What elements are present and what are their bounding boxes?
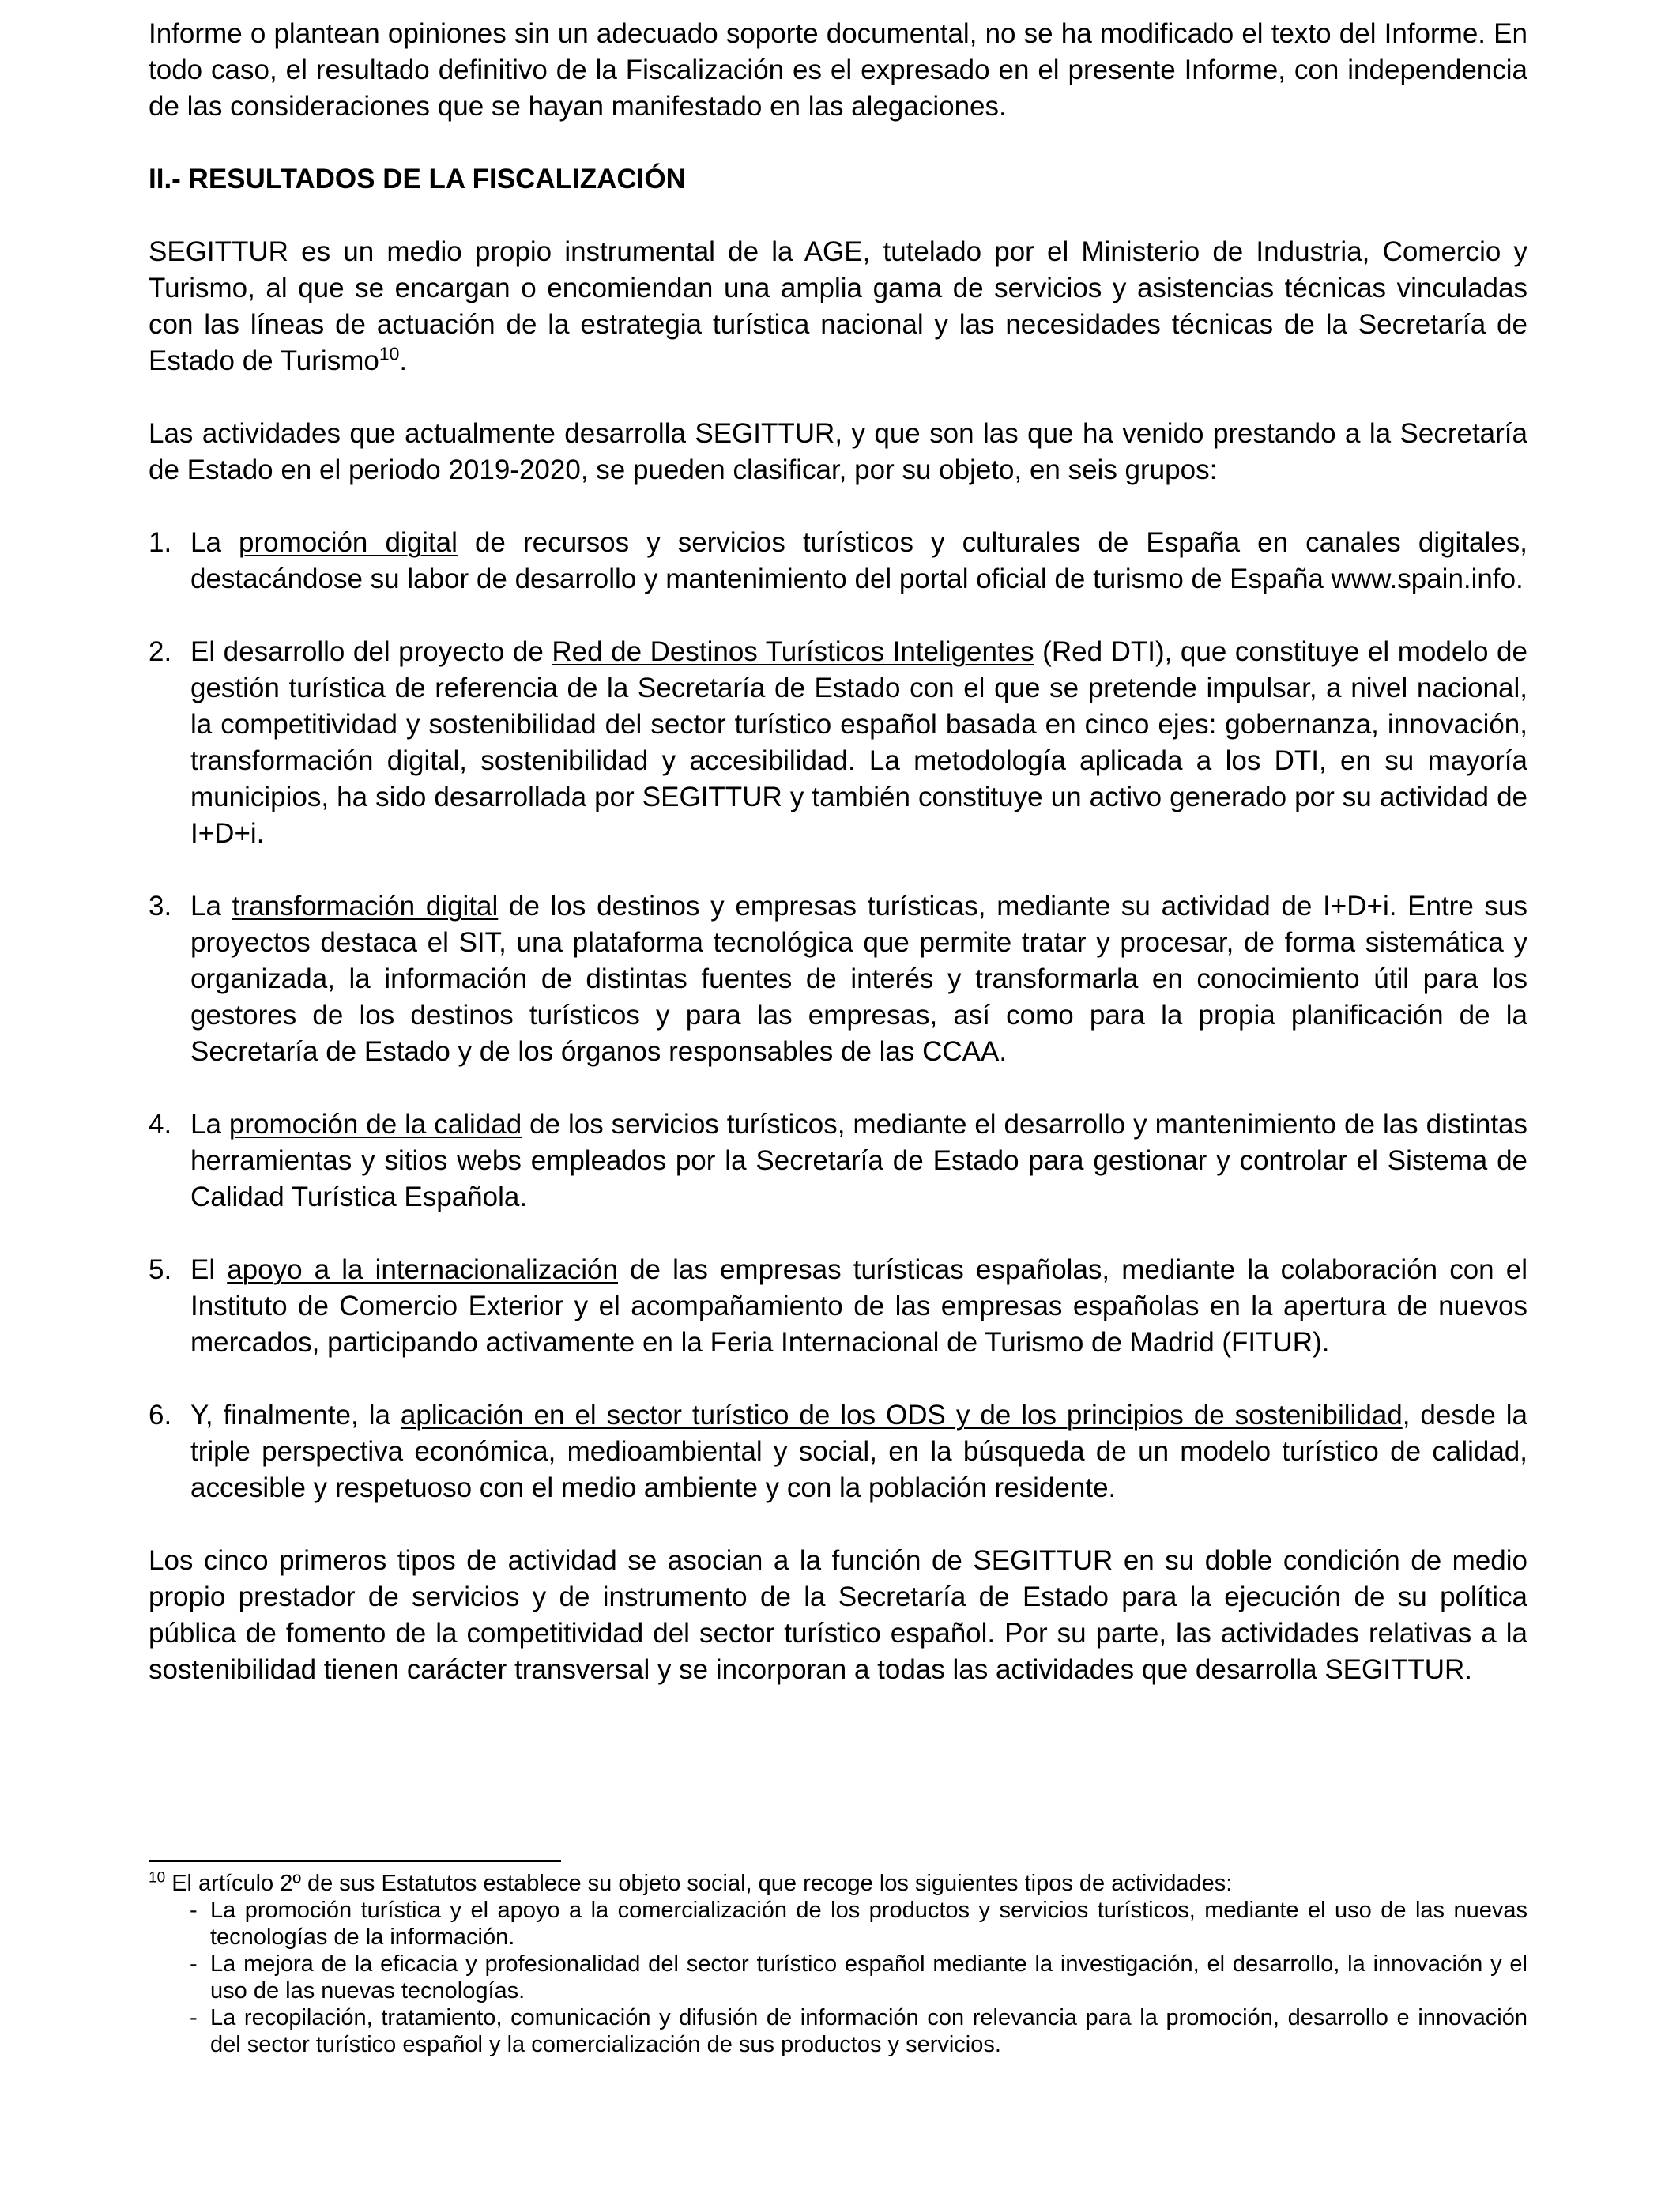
footnote-lead-text: El artículo 2º de sus Estatutos establece su objeto social, que recoge los siguientes tipos de actividades: xyxy=(165,1871,1233,1896)
list-item-underlined: transformación digital xyxy=(232,891,499,922)
footnote-number: 10 xyxy=(149,1869,166,1887)
dash-bullet: - xyxy=(190,1951,198,1977)
footnote-item-text: La mejora de la eficacia y profesionalidad del sector turístico español mediante la investigación, el desarrollo, la innovación y el uso de las nuevas tecnologías. xyxy=(210,1951,1527,2004)
footnote-lead xyxy=(149,1870,1527,1897)
footnote-item xyxy=(149,2004,1527,2058)
list-item-underlined: apoyo a la internacionalización xyxy=(227,1254,618,1285)
list-item-number: 2. xyxy=(149,636,172,667)
list-item-post: (Red DTI), que constituye el modelo de gestión turística de referencia de la Secretaría de Estado con el que se pretende impulsar, a nivel nacional, la competitividad y sostenibilidad del sector turístico español basada en cinco ejes: gobernanza, innovación, transformación digital, sostenibilidad y accesibilidad. La metodología aplicada a los DTI, en su mayoría municipios, ha sido desarrollada por SEGITTUR y también constituye un activo generado por su actividad de I+D+i. xyxy=(190,636,1527,849)
list-item-underlined: promoción digital xyxy=(238,527,458,558)
list-item-pre: La xyxy=(190,1109,229,1140)
list-item xyxy=(149,1106,1527,1216)
footnote-item-text: La promoción turística y el apoyo a la comercialización de los productos y servicios turísticos, mediante el uso de las nuevas tecnologías de la información. xyxy=(210,1898,1527,1950)
list-item-post: de los servicios turísticos, mediante el desarrollo y mantenimiento de las distintas herramientas y sitios webs empleados por la Secretaría de Estado para gestionar y controlar el Sistema de Calidad Turística Española. xyxy=(190,1109,1528,1212)
section-heading: II.- RESULTADOS DE LA FISCALIZACIÓN xyxy=(149,164,686,194)
footnote-separator xyxy=(149,1860,561,1862)
list-item-post: de recursos y servicios turísticos y culturales de España en canales digitales, destacándose su labor de desarrollo y mantenimiento del portal oficial de turismo de España www.spain.info. xyxy=(190,527,1527,594)
list-item-underlined: promoción de la calidad xyxy=(228,1109,522,1140)
activity-list xyxy=(149,525,1527,1506)
footnote-reference[interactable]: 10 xyxy=(379,343,400,364)
segittur-paragraph xyxy=(149,234,1527,379)
dash-bullet: - xyxy=(190,2005,198,2030)
list-item xyxy=(149,525,1527,598)
intro-paragraph: Informe o plantean opiniones sin un adecuado soporte documental, no se ha modificado el texto del Informe. En todo caso, el resultado definitivo de la Fiscalización es el expresado en el presente Informe, con independencia de las consideraciones que se hayan manifestado en las alegaciones. xyxy=(149,18,1527,122)
list-item-post: , desde la triple perspectiva económica, medioambiental y social, en la búsqueda de un modelo turístico de calidad, accesible y respetuoso con el medio ambiente y con la población residente. xyxy=(190,1400,1527,1503)
list-item xyxy=(149,1397,1527,1506)
list-item-number: 4. xyxy=(149,1109,172,1140)
list-item xyxy=(149,634,1527,852)
list-item xyxy=(149,1252,1527,1361)
list-item-underlined: Red de Destinos Turísticos Inteligentes xyxy=(552,636,1034,667)
list-item-number: 5. xyxy=(149,1254,172,1285)
list-item-post: de los destinos y empresas turísticas, mediante su actividad de I+D+i. Entre sus proyectos destaca el SIT, una plataforma tecnológica que permite tratar y procesar, de forma sistemática y organizada, la información de distintas fuentes de interés y transformarla en conocimiento útil para los gestores de los destinos turísticos y para las empresas, así como para la propia planificación de la Secretaría de Estado y de los órganos responsables de las CCAA. xyxy=(190,891,1527,1067)
footnote-list xyxy=(149,1897,1527,2058)
segittur-paragraph-text: SEGITTUR es un medio propio instrumental de la AGE, tutelado por el Ministerio de Industria, Comercio y Turismo, al que se encargan o encomiendan una amplia gama de servicios y asistencias técnicas vinculadas con las líneas de actuación de la estrategia turística nacional y las necesidades técnicas de la Secretaría de Estado de Turismo xyxy=(149,236,1527,376)
segittur-paragraph-end: . xyxy=(399,345,408,376)
list-item-number: 1. xyxy=(149,527,172,558)
list-item-pre: El desarrollo del proyecto de xyxy=(190,636,552,667)
list-item-pre: La xyxy=(190,527,239,558)
list-item-pre: Y, finalmente, la xyxy=(190,1400,401,1431)
footnote-item xyxy=(149,1897,1527,1951)
document-body xyxy=(149,16,1527,1688)
list-item-pre: El xyxy=(190,1254,228,1285)
activities-paragraph: Las actividades que actualmente desarrolla SEGITTUR, y que son las que ha venido prestando a la Secretaría de Estado en el periodo 2019-2020, se pueden clasificar, por su objeto, en seis grupos: xyxy=(149,418,1527,485)
list-item-post: de las empresas turísticas españolas, mediante la colaboración con el Instituto de Comercio Exterior y el acompañamiento de las empresas españolas en la apertura de nuevos mercados, participando activamente en la Feria Internacional de Turismo de Madrid (FITUR). xyxy=(190,1254,1527,1358)
footnote-item-text: La recopilación, tratamiento, comunicación y difusión de información con relevancia para la promoción, desarrollo e innovación del sector turístico español y la comercialización de sus productos y servicios. xyxy=(210,2005,1527,2057)
footnote-item xyxy=(149,1951,1527,2004)
footnotes xyxy=(149,1860,1527,2058)
list-item xyxy=(149,888,1527,1070)
list-item-pre: La xyxy=(190,891,232,922)
list-item-number: 3. xyxy=(149,891,172,922)
list-item-number: 6. xyxy=(149,1400,172,1431)
list-item-underlined: aplicación en el sector turístico de los ODS y de los principios de sostenibilidad xyxy=(400,1400,1403,1431)
closing-paragraph: Los cinco primeros tipos de actividad se asocian a la función de SEGITTUR en su doble condición de medio propio prestador de servicios y de instrumento de la Secretaría de Estado para la ejecución de su política pública de fomento de la competitividad del sector turístico español. Por su parte, las actividades relativas a la sostenibilidad tienen carácter transversal y se incorporan a todas las actividades que desarrolla SEGITTUR. xyxy=(149,1545,1527,1685)
dash-bullet: - xyxy=(190,1898,198,1923)
